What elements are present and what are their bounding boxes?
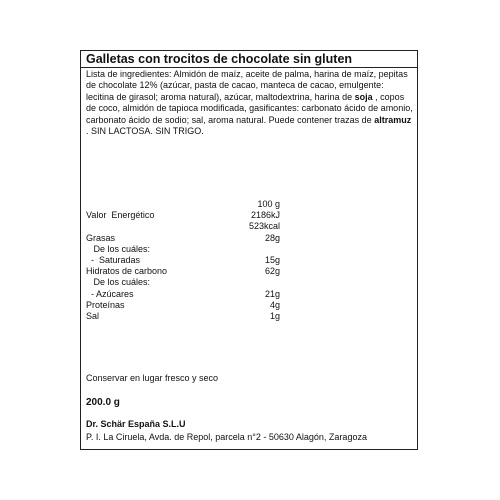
- nutrition-row: [81, 277, 417, 288]
- nutrition-row: [81, 199, 417, 210]
- ingredients-list: [86, 69, 414, 137]
- nutrition-label: Sal: [86, 310, 100, 321]
- nutrition-row: [81, 233, 417, 244]
- storage-instructions: Conservar en lugar fresco y seco: [86, 373, 219, 383]
- nutrition-value: 62g: [264, 266, 280, 277]
- nutrition-row: [81, 289, 417, 300]
- ingredients-text-3: . SIN LACTOSA. SIN TRIGO.: [86, 126, 204, 137]
- nutrition-value: 2186kJ: [250, 210, 280, 221]
- allergen-altramuz: altramuz: [374, 114, 412, 125]
- nutrition-row: [81, 210, 417, 221]
- nutrition-value: 28g: [264, 232, 280, 243]
- nutrition-value: 15g: [264, 254, 280, 265]
- nutrition-row: [81, 311, 417, 322]
- product-title: Galletas con trocitos de chocolate sin gluten: [86, 52, 353, 66]
- manufacturer-name: Dr. Schär España S.L.U: [86, 419, 186, 429]
- net-weight: 200.0 g: [86, 397, 120, 408]
- nutrition-value: 21g: [264, 288, 280, 299]
- title-divider: [81, 67, 417, 68]
- nutrition-value: 4g: [269, 299, 280, 310]
- nutrition-label: - Saturadas: [86, 254, 141, 265]
- nutrition-label: Grasas: [86, 232, 116, 243]
- nutrition-row: [81, 221, 417, 232]
- nutrition-row: [81, 266, 417, 277]
- ingredients-text-1: Lista de ingredientes: Almidón de maíz, aceite de palma, harina de maíz, pepitas de chocolate 12% (azúcar, pasta de cacao, manteca de cacao, emulgente: lecitina de girasol; aroma natural), azúcar, maltodextrina, harina de: [86, 69, 408, 102]
- nutrition-row: [81, 244, 417, 255]
- nutrition-label: Valor Energético: [86, 210, 155, 221]
- nutrition-label: - Azúcares: [86, 288, 134, 299]
- ingredients-text-2: , copos de coco, almidón de tapioca modificada, gasificantes: carbonato ácido de amonio, carbonato ácido de sodio; sal, aroma natural. Puede contener trazas de: [86, 91, 413, 125]
- nutrition-row: [81, 300, 417, 311]
- nutrition-label: Proteínas: [86, 299, 125, 310]
- nutrition-value: 1g: [269, 310, 280, 321]
- nutrition-label: De los cuáles:: [86, 243, 151, 254]
- manufacturer-address: P. I. La Ciruela, Avda. de Repol, parcela n°2 - 50630 Alagón, Zaragoza: [86, 432, 367, 442]
- product-label: [80, 50, 418, 450]
- allergen-soja: soja: [354, 91, 373, 102]
- nutrition-label: De los cuáles:: [86, 277, 151, 288]
- nutrition-table: [81, 199, 417, 322]
- nutrition-label: Hidratos de carbono: [86, 266, 168, 277]
- nutrition-row: [81, 255, 417, 266]
- nutrition-value: 523kcal: [248, 221, 280, 232]
- nutrition-value: 100 g: [257, 199, 280, 209]
